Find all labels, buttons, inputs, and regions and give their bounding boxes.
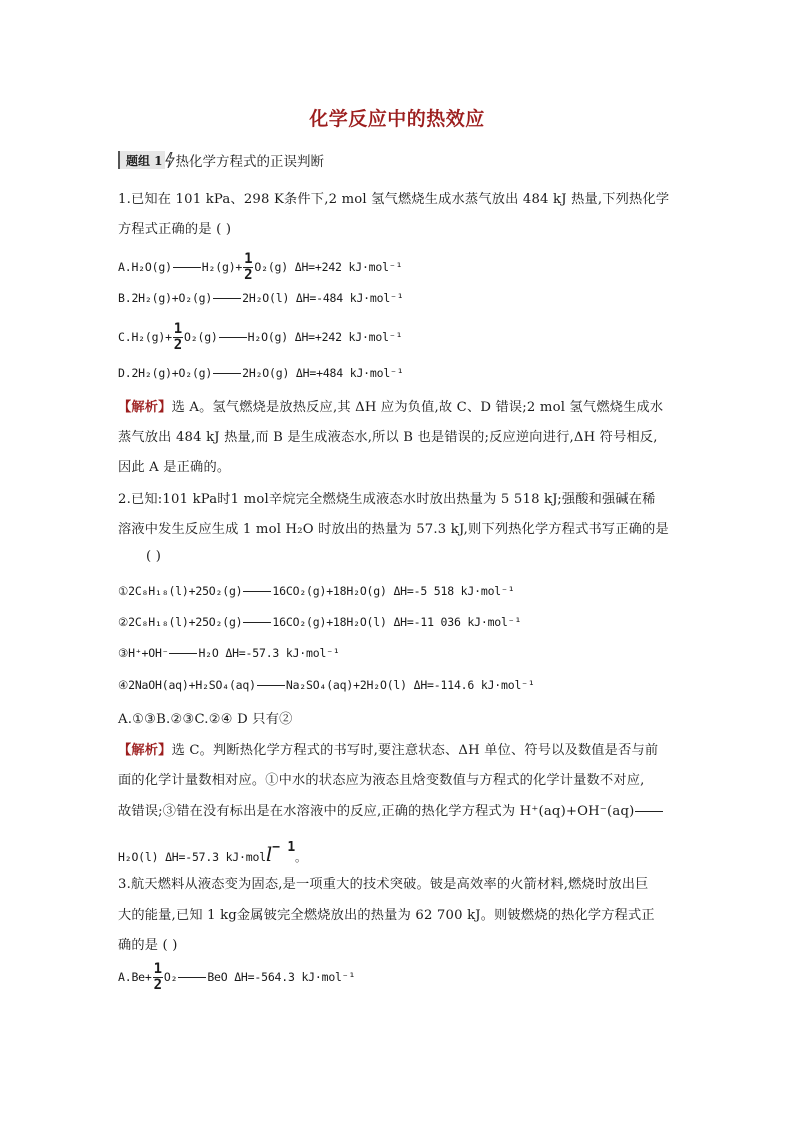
q1-stem-line1: 1.已知在 101 kPa、298 K条件下,2 mol 氢气燃烧生成水蒸气放出 484 kJ 热量,下列热化学 — [118, 192, 670, 207]
q1-analysis-line3: 因此 A 是正确的。 — [118, 460, 231, 475]
q1-option-a-tail: O₂(g) ΔH=+242 kJ·mol⁻¹ — [254, 260, 403, 274]
q1-option-a — [118, 252, 402, 283]
page-title: 化学反应中的热效应 — [309, 108, 485, 130]
fraction: $\frac{1}{2}$ — [153, 961, 162, 993]
equation-arrow — [213, 298, 241, 299]
equation-arrow — [178, 977, 206, 978]
q2-analysis-line2: 面的化学计量数相对应。①中水的状态应为液态且焓变数值与方程式的化学计量数不对应, — [118, 773, 645, 788]
equation-arrow — [219, 337, 247, 338]
q2-options: A.①③B.②③C.②④ D 只有② — [118, 712, 293, 727]
equation-arrow — [169, 653, 197, 654]
equation-arrow — [257, 685, 285, 686]
analysis-label: 【解析】 — [118, 743, 172, 758]
q2-equation-4: ④2NaOH(aq)+H₂SO₄(aq) Na₂SO₄(aq)+2H₂O(l) ΔH=-114.6 kJ·mol⁻¹ — [118, 678, 535, 692]
group-label: 热化学方程式的正误判断 — [175, 154, 325, 170]
fraction: $\frac{1}{2}$ — [173, 321, 183, 353]
q2-equation-1: ①2C₈H₁₈(l)+25O₂(g) 16CO₂(g)+18H₂O(g) ΔH=-5 518 kJ·mol⁻¹ — [118, 584, 515, 598]
q1-option-d: D.2H₂(g)+O₂(g) 2H₂O(g) ΔH=+484 kJ·mol⁻¹ — [118, 366, 404, 380]
fraction: $\frac{1}{2}$ — [244, 251, 253, 283]
question-group-header — [118, 149, 324, 171]
equation-arrow — [173, 267, 201, 268]
q1-option-b: B.2H₂(g)+O₂(g) 2H₂O(l) ΔH=-484 kJ·mol⁻¹ — [118, 291, 404, 305]
equation-arrow — [213, 373, 241, 374]
q1-analysis-line2: 蒸气放出 484 kJ 热量,而 B 是生成液态水,所以 B 也是错误的;反应逆向进行,ΔH 符号相反, — [118, 430, 658, 445]
equation-arrow — [243, 591, 271, 592]
q2-analysis-line3: 故错误;③错在没有标出是在水溶液中的反应,正确的热化学方程式为 H⁺(aq)+OH⁻(aq) — [118, 800, 664, 819]
q2-analysis-line1: 【解析】选 C。判断热化学方程式的书写时,要注意状态、ΔH 单位、符号以及数值是否与前 — [118, 743, 659, 758]
equation-arrow — [635, 811, 663, 812]
q2-stem-line1: 2.已知:101 kPa时1 mol辛烷完全燃烧生成液态水时放出热量为 5 518 kJ;强酸和强碱在稀 — [118, 492, 656, 507]
q1-analysis-line1: 【解析】选 A。氢气燃烧是放热反应,其 ΔH 应为负值,故 C、D 错误;2 mol 氢气燃烧生成水 — [118, 400, 664, 415]
q1-option-a-lhs: A.H₂O(g) — [118, 260, 172, 274]
q2-stem-line3: ( ) — [146, 549, 162, 564]
equation-arrow — [243, 622, 271, 623]
q2-equation-3: ③H⁺+OH⁻ H₂O ΔH=-57.3 kJ·mol⁻¹ — [118, 646, 340, 660]
q1-option-c: C.H₂(g)+ $\frac{1}{2}$ O₂(g) H₂O(g) ΔH=+242 kJ·mol⁻¹ — [118, 321, 403, 353]
q2-equation-2: ②2C₈H₁₈(l)+25O₂(g) 16CO₂(g)+18H₂O(l) ΔH=-11 036 kJ·mol⁻¹ — [118, 615, 522, 629]
lightning-icon — [165, 152, 175, 168]
q1-stem-line2: 方程式正确的是 ( ) — [118, 222, 232, 237]
q3-stem-line3: 确的是 ( ) — [118, 938, 178, 953]
q2-analysis-line4: H₂O(l) ΔH=-57.3 kJ·moll$^{- 1}$。 — [118, 840, 307, 866]
analysis-label: 【解析】 — [118, 400, 172, 415]
q3-stem-line2: 大的能量,已知 1 kg金属铍完全燃烧放出的热量为 62 700 kJ。则铍燃烧的热化学方程式正 — [118, 908, 655, 923]
q3-option-a: A.Be+ $\frac{1}{2}$ O₂ BeO ΔH=-564.3 kJ·mol⁻¹ — [118, 961, 356, 993]
q2-stem-line2: 溶液中发生反应生成 1 mol H₂O 时放出的热量为 57.3 kJ,则下列热化学方程式书写正确的是 — [118, 522, 669, 537]
q1-option-a-rhs: H₂(g)+ — [201, 260, 243, 274]
group-tag: 题组 1 — [118, 151, 165, 169]
q3-stem-line1: 3.航天燃料从液态变为固态,是一项重大的技术突破。铍是高效率的火箭材料,燃烧时放出巨 — [118, 877, 649, 892]
